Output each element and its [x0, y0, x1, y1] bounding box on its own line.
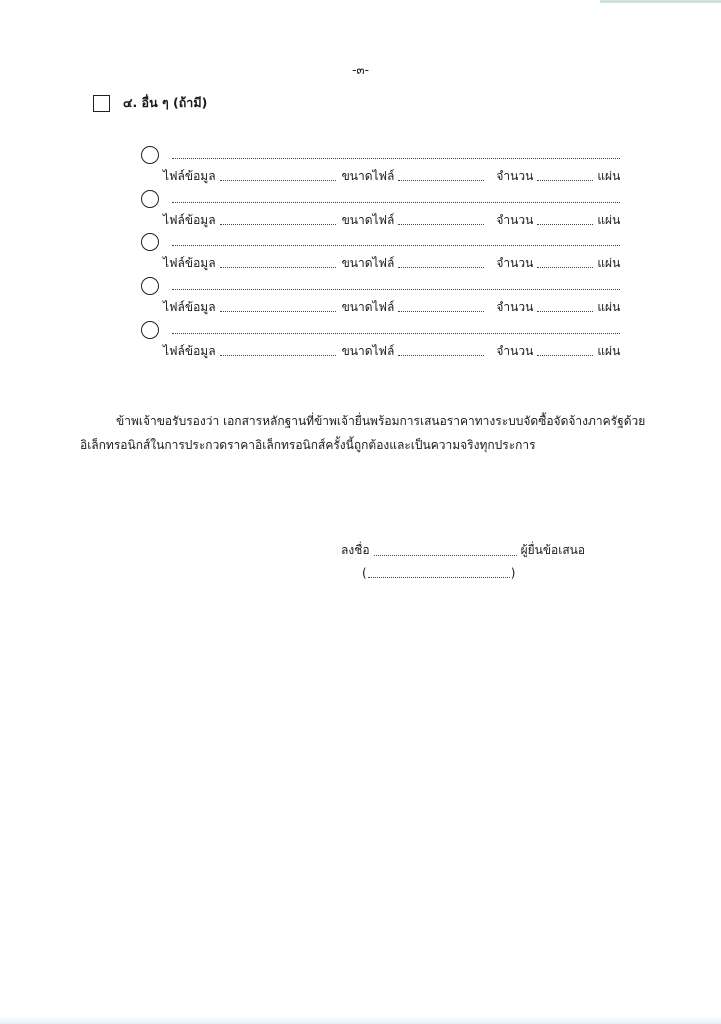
radio-circle[interactable]	[141, 190, 159, 208]
file-name-line[interactable]	[220, 215, 336, 225]
file-label: ไฟล์ข้อมูล	[163, 255, 216, 270]
size-label: ขนาดไฟล์	[341, 299, 395, 314]
description-line[interactable]	[172, 196, 620, 203]
count-line[interactable]	[537, 215, 593, 225]
signature-line	[341, 541, 585, 560]
radio-circle[interactable]	[141, 321, 159, 339]
file-label: ไฟล์ข้อมูล	[163, 299, 216, 314]
count-line[interactable]	[537, 171, 593, 181]
paren-close: )	[510, 566, 516, 580]
attachment-item	[140, 189, 624, 234]
file-details	[163, 211, 624, 229]
description-line[interactable]	[172, 152, 620, 159]
scan-edge-top	[600, 0, 721, 3]
file-details	[163, 342, 624, 360]
size-label: ขนาดไฟล์	[341, 168, 395, 183]
radio-circle[interactable]	[141, 233, 159, 251]
file-size-line[interactable]	[398, 302, 484, 312]
attachment-item	[140, 145, 624, 190]
bidder-label: ผู้ยื่นข้อเสนอ	[520, 543, 586, 557]
paren-open: (	[362, 566, 367, 580]
declaration-paragraph	[80, 409, 654, 457]
count-label: จำนวน	[496, 255, 534, 270]
declaration-line-2: อิเล็กทรอนิกส์ในการประกวดราคาอิเล็กทรอนิกส์ครั้งนี้ถูกต้องและเป็นความจริงทุกประการ	[80, 438, 536, 452]
radio-circle[interactable]	[141, 146, 159, 164]
file-label: ไฟล์ข้อมูล	[163, 343, 216, 358]
sign-label: ลงชื่อ	[341, 543, 370, 557]
count-line[interactable]	[537, 258, 593, 268]
file-name-line[interactable]	[220, 302, 336, 312]
unit-label: แผ่น	[597, 212, 621, 227]
size-label: ขนาดไฟล์	[341, 212, 395, 227]
attachment-item	[140, 232, 624, 277]
scan-edge-bottom	[0, 1016, 721, 1024]
attachment-item	[140, 320, 624, 365]
file-size-line[interactable]	[398, 346, 484, 356]
printed-name-line	[362, 566, 515, 580]
unit-label: แผ่น	[597, 168, 621, 183]
unit-label: แผ่น	[597, 255, 621, 270]
section-heading	[93, 92, 207, 114]
file-size-line[interactable]	[398, 215, 484, 225]
count-label: จำนวน	[496, 212, 534, 227]
count-label: จำนวน	[496, 299, 534, 314]
section-checkbox[interactable]	[93, 95, 110, 112]
count-label: จำนวน	[496, 168, 534, 183]
page-number: -๓-	[352, 63, 369, 77]
count-line[interactable]	[537, 302, 593, 312]
file-details	[163, 298, 624, 316]
count-label: จำนวน	[496, 343, 534, 358]
section-label: ๔. อื่น ๆ (ถ้ามี)	[123, 95, 208, 110]
count-line[interactable]	[537, 346, 593, 356]
file-size-line[interactable]	[398, 171, 484, 181]
printed-name-field[interactable]	[368, 568, 510, 578]
file-name-line[interactable]	[220, 258, 336, 268]
signature-field[interactable]	[374, 546, 517, 556]
file-name-line[interactable]	[220, 346, 336, 356]
attachment-item	[140, 276, 624, 321]
description-line[interactable]	[172, 239, 620, 246]
file-size-line[interactable]	[398, 258, 484, 268]
file-details	[163, 254, 624, 272]
declaration-line-1: ข้าพเจ้าขอรับรองว่า เอกสารหลักฐานที่ข้าพเจ้ายื่นพร้อมการเสนอราคาทางระบบจัดซื้อจัดจ้างภาครัฐด้วย	[116, 414, 646, 428]
size-label: ขนาดไฟล์	[341, 343, 395, 358]
description-line[interactable]	[172, 283, 620, 290]
file-details	[163, 167, 624, 185]
description-line[interactable]	[172, 327, 620, 334]
unit-label: แผ่น	[597, 299, 621, 314]
file-name-line[interactable]	[220, 171, 336, 181]
file-label: ไฟล์ข้อมูล	[163, 168, 216, 183]
unit-label: แผ่น	[597, 343, 621, 358]
radio-circle[interactable]	[141, 277, 159, 295]
size-label: ขนาดไฟล์	[341, 255, 395, 270]
file-label: ไฟล์ข้อมูล	[163, 212, 216, 227]
